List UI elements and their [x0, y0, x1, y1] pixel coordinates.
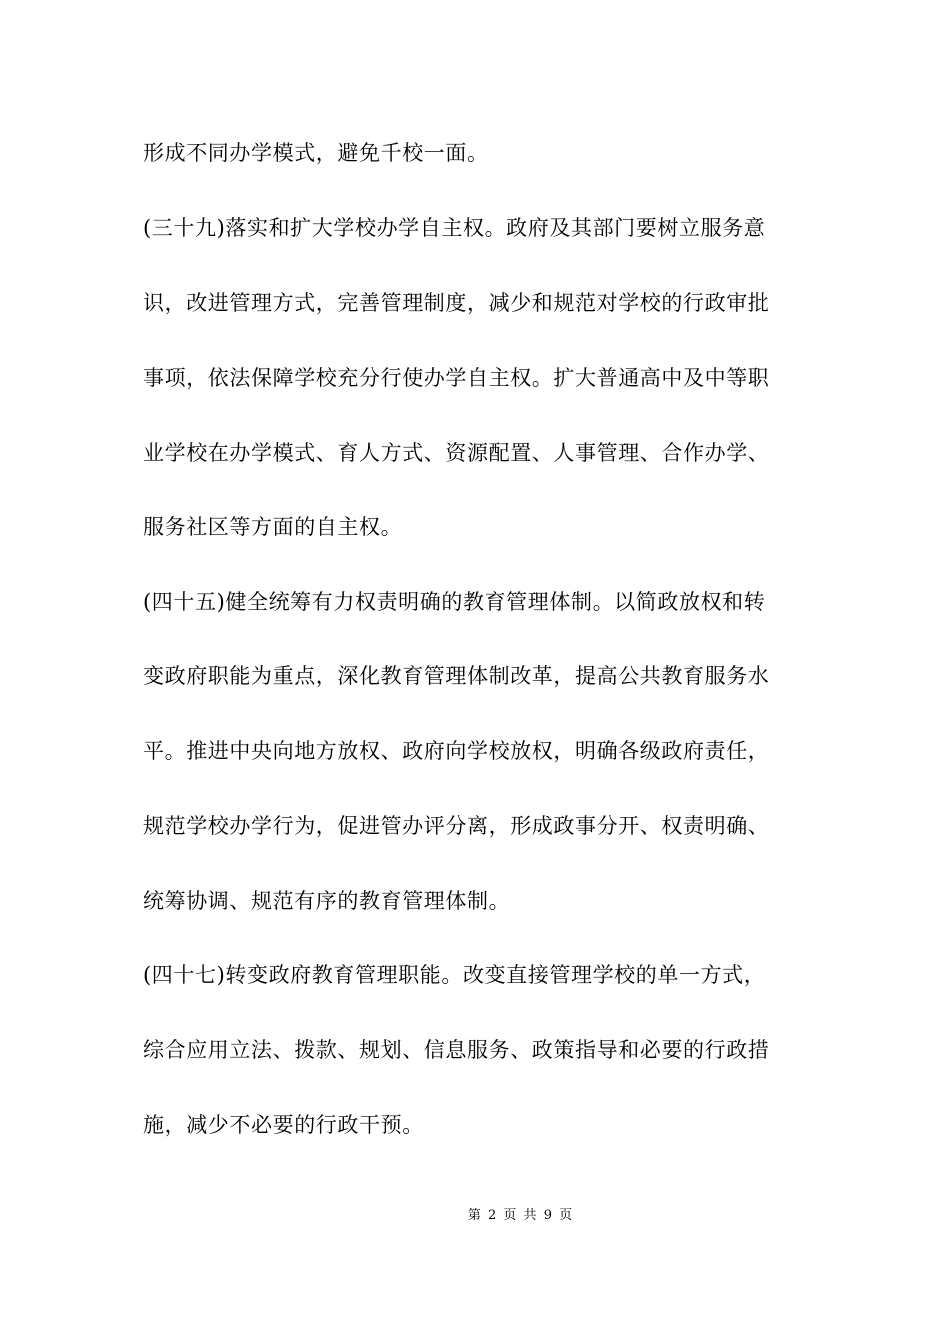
text-line: 统筹协调、规范有序的教育管理体制。	[143, 889, 511, 913]
text-line: 平。推进中央向地方放权、政府向学校放权，明确各级政府责任，	[143, 739, 770, 763]
text-line: 施，减少不必要的行政干预。	[143, 1113, 424, 1137]
text-line: 综合应用立法、拨款、规划、信息服务、政策指导和必要的行政措	[143, 1038, 770, 1062]
text-line: 事项，依法保障学校充分行使办学自主权。扩大普通高中及中等职	[143, 366, 770, 390]
text-line: 识，改进管理方式，完善管理制度，减少和规范对学校的行政审批	[143, 291, 770, 315]
text-line: 业学校在办学模式、育人方式、资源配置、人事管理、合作办学、	[143, 441, 770, 465]
text-line: (四十五)健全统筹有力权责明确的教育管理体制。以简政放权和转	[143, 590, 766, 614]
text-line: 服务社区等方面的自主权。	[143, 515, 403, 539]
text-line: 形成不同办学模式，避免千校一面。	[143, 141, 489, 165]
text-line: (三十九)落实和扩大学校办学自主权。政府及其部门要树立服务意	[143, 216, 766, 240]
text-line: 变政府职能为重点，深化教育管理体制改革，提高公共教育服务水	[143, 664, 770, 688]
page-number-footer: 第 2 页 共 9 页	[467, 1208, 573, 1223]
text-line: 规范学校办学行为，促进管办评分离，形成政事分开、权责明确、	[143, 814, 770, 838]
text-line: (四十七)转变政府教育管理职能。改变直接管理学校的单一方式，	[143, 963, 766, 987]
